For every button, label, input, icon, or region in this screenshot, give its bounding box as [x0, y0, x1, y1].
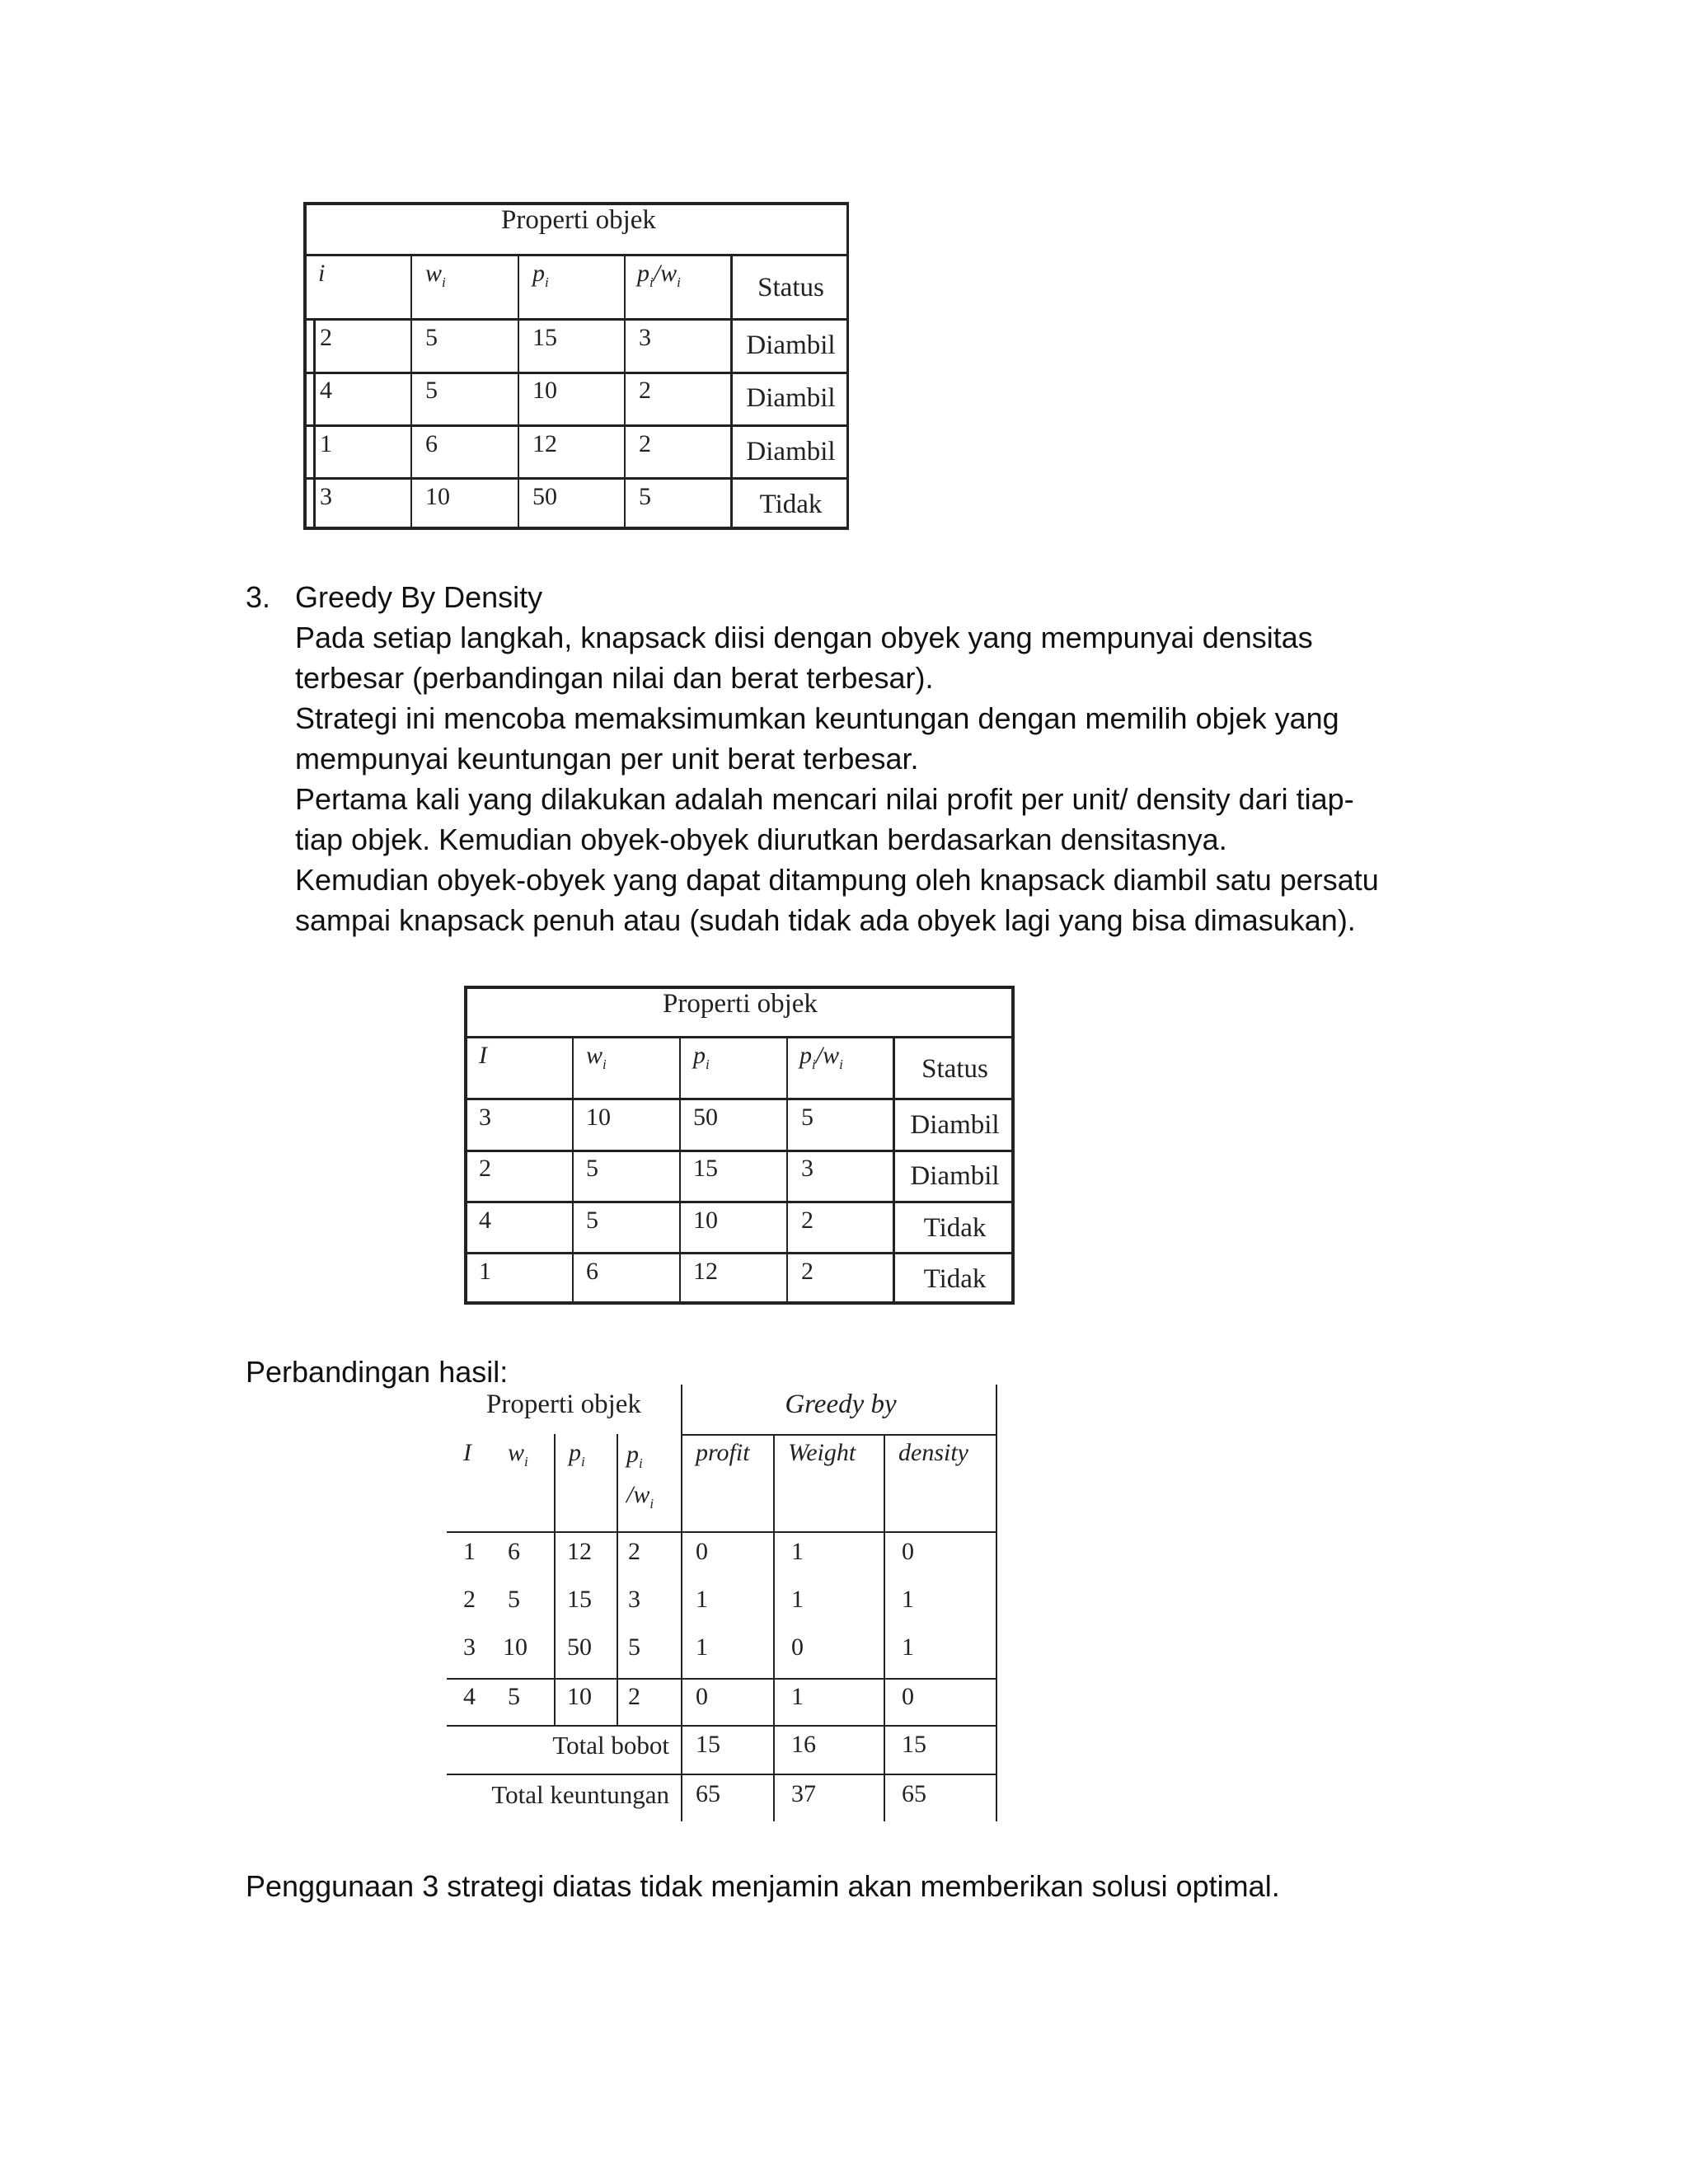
cell-p: 15	[693, 1155, 718, 1182]
cell-i: 2	[320, 324, 332, 351]
conclusion-text: Penggunaan 3 strategi diatas tidak menjamin akan memberikan solusi optimal.	[246, 1869, 1280, 1903]
cell-weight: 1	[791, 1586, 804, 1613]
cell-pw: 3	[628, 1586, 640, 1613]
cell-p: 50	[567, 1633, 592, 1661]
cell-pw: 2	[639, 377, 651, 404]
table-rule	[554, 1434, 556, 1725]
list-number: 3.	[246, 580, 271, 614]
header-i: i	[318, 260, 326, 287]
header-p-per-w: $p_i/w_i$	[637, 260, 681, 290]
cell-p: 12	[567, 1538, 592, 1565]
cell-density: 1	[902, 1633, 914, 1661]
paragraph-line: Strategi ini mencoba memaksimumkan keuntungan dengan memilih objek yang	[295, 701, 1339, 735]
cell-i: 3	[320, 483, 332, 510]
section-heading: Greedy By Density	[295, 580, 543, 614]
cell-status: Tidak	[759, 490, 823, 519]
cell-pw: 2	[628, 1683, 640, 1710]
paragraph-line: sampai knapsack penuh atau (sudah tidak ada obyek lagi yang bisa dimasukan).	[295, 903, 1356, 937]
table-rule	[447, 1774, 997, 1775]
table-rule	[681, 1385, 682, 1821]
table-border	[464, 986, 1015, 1305]
table-rule	[464, 1098, 1015, 1100]
cell-p: 12	[532, 430, 557, 457]
table-rule	[303, 477, 849, 480]
table-rule	[786, 1036, 788, 1305]
cell-pw: 2	[801, 1207, 814, 1234]
total-keuntungan-weight: 37	[791, 1780, 816, 1807]
cell-status: Diambil	[746, 383, 836, 413]
table-rule	[617, 1434, 618, 1725]
cell-w: 10	[425, 483, 450, 510]
cell-i: 4	[320, 377, 332, 404]
table-title: Properti objek	[501, 205, 656, 235]
cell-p: 15	[532, 324, 557, 351]
cell-weight: 1	[791, 1538, 804, 1565]
cell-profit: 1	[696, 1586, 708, 1613]
cell-i: 3	[479, 1104, 491, 1131]
cell-p: 12	[693, 1258, 718, 1285]
header-profit: profit	[696, 1439, 750, 1466]
cell-density: 0	[902, 1683, 914, 1710]
total-bobot-weight: 16	[791, 1731, 816, 1758]
cell-status: Diambil	[910, 1161, 1000, 1191]
table-rule	[884, 1434, 885, 1821]
cell-i: 1	[463, 1538, 476, 1565]
cell-profit: 1	[696, 1633, 708, 1661]
header-weight: Weight	[788, 1439, 856, 1466]
table-rule	[572, 1036, 574, 1305]
cell-pw: 2	[628, 1538, 640, 1565]
table-rule	[447, 1725, 997, 1727]
table-rule	[464, 1201, 1015, 1203]
cell-pw: 3	[801, 1155, 814, 1182]
cell-p: 50	[532, 483, 557, 510]
cell-i: 2	[479, 1155, 491, 1182]
header-p: $p_i$	[693, 1042, 710, 1072]
cell-status: Tidak	[923, 1213, 987, 1243]
cell-w: 10	[503, 1633, 528, 1661]
cell-density: 0	[902, 1538, 914, 1565]
cell-pw: 5	[628, 1633, 640, 1661]
cell-p: 10	[693, 1207, 718, 1234]
total-keuntungan-profit: 65	[696, 1780, 720, 1807]
header-w: $w_i$	[508, 1439, 528, 1469]
cell-weight: 1	[791, 1683, 804, 1710]
group-header-properti: Properti objek	[486, 1390, 641, 1419]
cell-i: 3	[463, 1633, 476, 1661]
cell-w: 5	[586, 1155, 598, 1182]
cell-i: 1	[320, 430, 332, 457]
cell-status: Diambil	[910, 1110, 1000, 1140]
table-rule	[518, 254, 519, 530]
cell-weight: 0	[791, 1633, 804, 1661]
header-i: I	[463, 1439, 471, 1466]
table-rule	[447, 1531, 997, 1533]
total-keuntungan-density: 65	[902, 1780, 926, 1807]
cell-status: Tidak	[923, 1264, 987, 1294]
cell-pw: 2	[639, 430, 651, 457]
cell-profit: 0	[696, 1538, 708, 1565]
cell-p: 10	[567, 1683, 592, 1710]
table-rule	[303, 254, 849, 256]
cell-w: 10	[586, 1104, 611, 1131]
cell-i: 1	[479, 1258, 491, 1285]
cell-w: 5	[508, 1586, 520, 1613]
table-rule	[464, 1036, 1015, 1038]
header-w: $w_i$	[586, 1042, 607, 1072]
cell-i: 4	[463, 1683, 476, 1710]
cell-w: 6	[508, 1538, 520, 1565]
table-rule	[447, 1678, 997, 1680]
cell-pw: 5	[639, 483, 651, 510]
paragraph-line: Pada setiap langkah, knapsack diisi dengan obyek yang mempunyai densitas	[295, 621, 1313, 654]
group-header-greedy: Greedy by	[785, 1390, 897, 1419]
cell-density: 1	[902, 1586, 914, 1613]
table-rule	[624, 254, 626, 530]
total-bobot-label: Total bobot	[552, 1731, 669, 1760]
header-p-per-w: $p_i/w_i$	[799, 1042, 843, 1072]
total-bobot-density: 15	[902, 1731, 926, 1758]
table-rule	[679, 1036, 681, 1305]
table-rule	[464, 1150, 1015, 1152]
paragraph-line: Pertama kali yang dilakukan adalah mencari nilai profit per unit/ density dari tiap-	[295, 782, 1354, 816]
header-status: Status	[921, 1054, 988, 1084]
cell-w: 6	[586, 1258, 598, 1285]
table-rule	[682, 1434, 997, 1436]
paragraph-line: Kemudian obyek-obyek yang dapat ditampung oleh knapsack diambil satu persatu	[295, 863, 1379, 897]
comparison-label: Perbandingan hasil:	[246, 1355, 509, 1389]
table-comparison	[447, 1385, 999, 1821]
header-p: $p_i$	[532, 260, 549, 290]
table-properti-objek-1	[303, 202, 854, 533]
cell-p: 10	[532, 377, 557, 404]
table-rule	[313, 318, 316, 530]
table-rule	[464, 1252, 1015, 1254]
table-properti-objek-2	[464, 986, 1016, 1307]
header-status: Status	[757, 273, 824, 302]
cell-status: Diambil	[746, 330, 836, 360]
header-p: $p_i$	[569, 1439, 585, 1469]
table-title: Properti objek	[663, 989, 818, 1019]
cell-i: 2	[463, 1586, 476, 1613]
cell-status: Diambil	[746, 437, 836, 466]
total-keuntungan-label: Total keuntungan	[491, 1780, 669, 1809]
paragraph-line: mempunyai keuntungan per unit berat terbesar.	[295, 742, 919, 776]
total-bobot-profit: 15	[696, 1731, 720, 1758]
paragraph-line: terbesar (perbandingan nilai dan berat terbesar).	[295, 661, 934, 695]
table-border	[303, 202, 849, 530]
cell-p: 15	[567, 1586, 592, 1613]
cell-pw: 2	[801, 1258, 814, 1285]
table-rule	[996, 1385, 997, 1821]
header-w: $w_i$	[425, 260, 446, 290]
cell-i: 4	[479, 1207, 491, 1234]
table-rule	[410, 254, 412, 530]
cell-profit: 0	[696, 1683, 708, 1710]
cell-w: 5	[425, 377, 438, 404]
header-p-per-w: $p_i$ $/w_i$	[626, 1441, 654, 1511]
cell-pw: 5	[801, 1104, 814, 1131]
cell-p: 50	[693, 1104, 718, 1131]
paragraph-line: tiap objek. Kemudian obyek-obyek diurutkan berdasarkan densitasnya.	[295, 823, 1227, 856]
cell-w: 5	[508, 1683, 520, 1710]
cell-w: 6	[425, 430, 438, 457]
table-rule	[303, 424, 849, 427]
table-rule	[303, 372, 849, 374]
cell-w: 5	[586, 1207, 598, 1234]
cell-pw: 3	[639, 324, 651, 351]
header-i: I	[479, 1042, 487, 1069]
cell-w: 5	[425, 324, 438, 351]
header-density: density	[898, 1439, 968, 1466]
table-rule	[303, 318, 849, 321]
table-rule	[773, 1434, 775, 1821]
